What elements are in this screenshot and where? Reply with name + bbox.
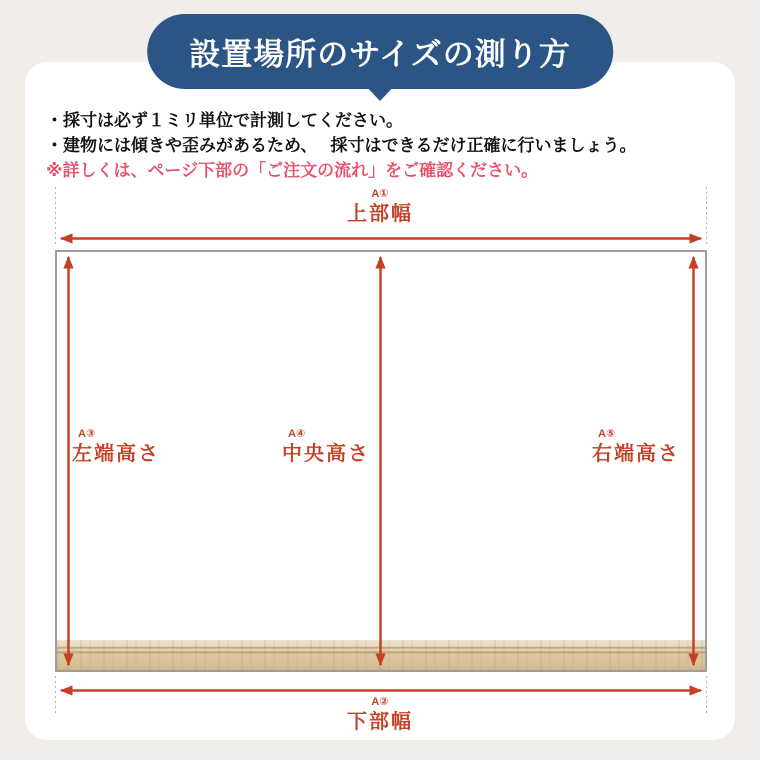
label-center-height-text: 中央高さ (282, 443, 370, 465)
page-title: 設置場所のサイズの測り方 (189, 37, 571, 72)
label-bottom-width-code: A② (371, 696, 389, 708)
note-bullet-1: ・採寸は必ず１ミリ単位で計測してください。 (46, 111, 403, 130)
label-center-height-code: A④ (288, 428, 306, 440)
label-right-height-code: A⑤ (598, 428, 616, 440)
note-caution: ※詳しくは、ページ下部の「ご注文の流れ」をご確認ください。 (46, 161, 539, 180)
note-bullet-2: ・建物には傾きや歪みがあるため、 採寸はできるだけ正確に行いましょう。 (46, 136, 637, 155)
label-top-width (0, 189, 760, 224)
instruction-notes (46, 108, 637, 183)
label-left-height-text: 左端高さ (72, 443, 160, 465)
label-center-height (282, 429, 370, 464)
label-left-height-code: A③ (78, 428, 96, 440)
banner-tail-pointer (364, 84, 396, 101)
wooden-sill (57, 640, 705, 670)
label-left-height (72, 429, 160, 464)
title-banner (147, 14, 613, 89)
label-top-width-text: 上部幅 (347, 203, 413, 225)
label-right-height (592, 429, 680, 464)
label-right-height-text: 右端高さ (592, 443, 680, 465)
label-top-width-code: A① (371, 188, 389, 200)
label-bottom-width (0, 697, 760, 732)
label-bottom-width-text: 下部幅 (347, 711, 413, 733)
